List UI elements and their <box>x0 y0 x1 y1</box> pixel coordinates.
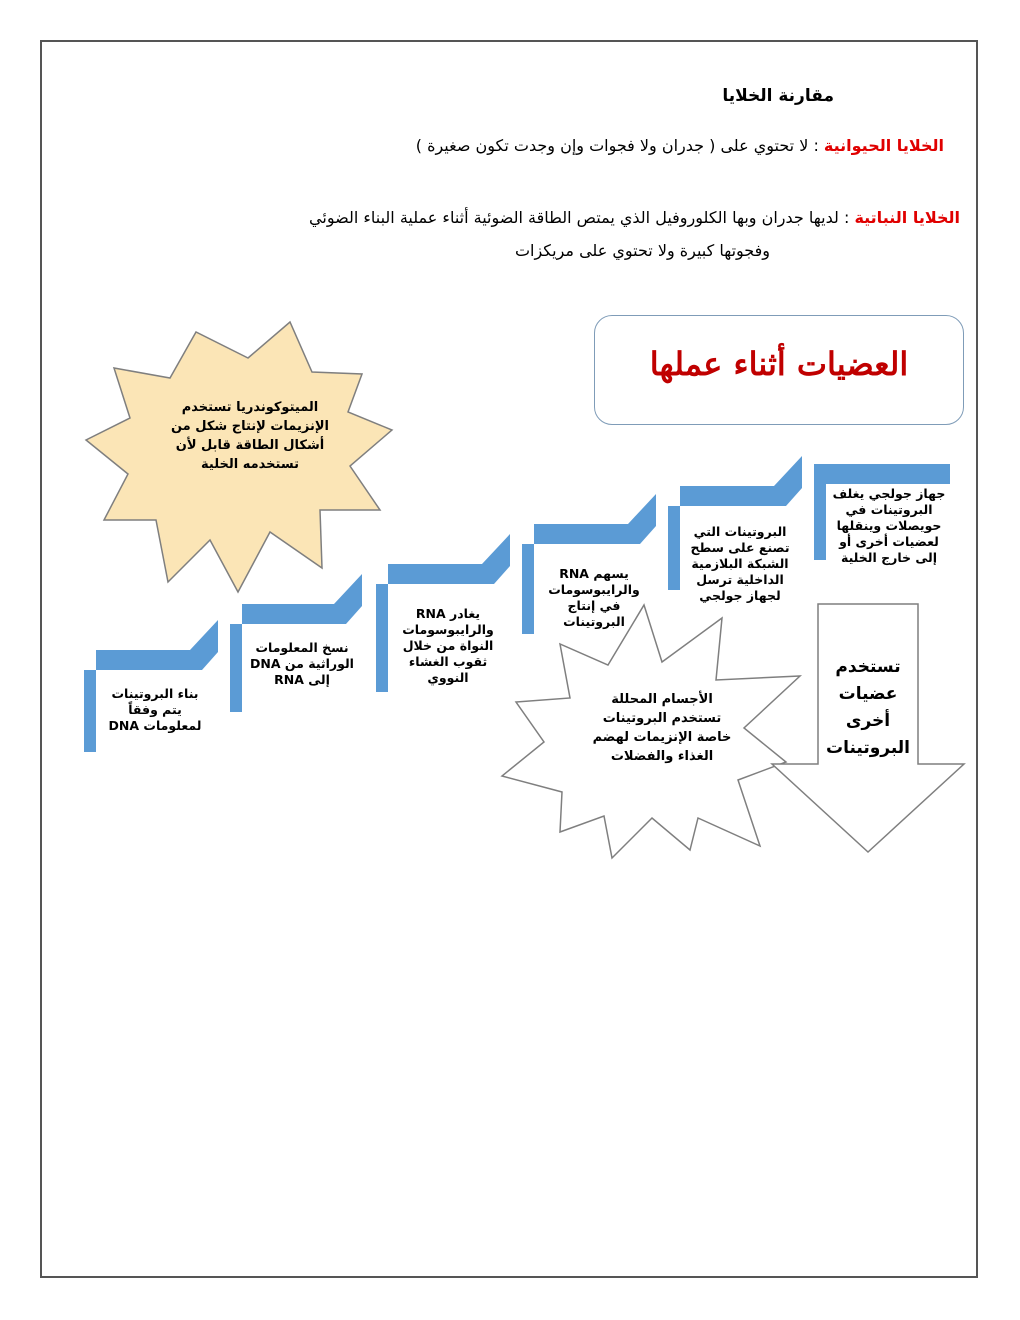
animal-cells-separator: : <box>813 136 819 155</box>
plant-cells-text-2: وفجوتها كبيرة ولا تحتوي على مريكزات <box>514 241 770 260</box>
diagram-heading: العضيات أثناء عملها <box>649 345 909 383</box>
lysosome-text: الأجسام المحللة تستخدم البروتينات خاصة الإنزيمات لهضم الغذاء والفضلات <box>592 692 732 764</box>
plant-cells-label: الخلايا النباتية <box>854 208 960 227</box>
plant-cells-text-1: لديها جدران وبها الكلوروفيل الذي يمتص الطاقة الضوئية أثناء عملية البناء الضوئي <box>309 208 839 227</box>
step-2-text: نسخ المعلومات الوراثية من DNA إلى RNA <box>250 640 354 687</box>
animal-cells-label: الخلايا الحيوانية <box>823 136 944 155</box>
step-6-text: جهاز جولجي يغلف البروتينات في حويصلات وينقلها لعضيات أخرى أو إلى خارج الخلية <box>832 486 946 565</box>
step-1-text: بناء البروتينات يتم وفقاً لمعلومات DNA <box>108 686 202 733</box>
step-5-text: البروتينات التي تصنع على سطح الشبكة البلازمية الداخلية ترسل لجهاز جولجي <box>690 524 790 603</box>
step-4-text: يسهم RNA والرايبوسومات في إنتاج البروتينات <box>548 566 640 629</box>
arrow-text: تستخدم عضيات أخرى البروتينات <box>825 657 911 758</box>
step-3-text: يغادر RNA والرايبوسومات النواة من خلال ثقوب الغشاء النووي <box>402 606 494 685</box>
page-title: مقارنة الخلايا <box>722 86 834 106</box>
animal-cells-text: لا تحتوي على ( جدران ولا فجوات وإن وجدت تكون صغيرة ) <box>415 136 809 155</box>
mitochondria-text: الميتوكوندريا تستخدم الإنزيمات لإنتاج شكل من أشكال الطاقة قابل لأن تستخدمه الخلية <box>170 400 330 472</box>
plant-cells-separator: : <box>843 208 850 227</box>
